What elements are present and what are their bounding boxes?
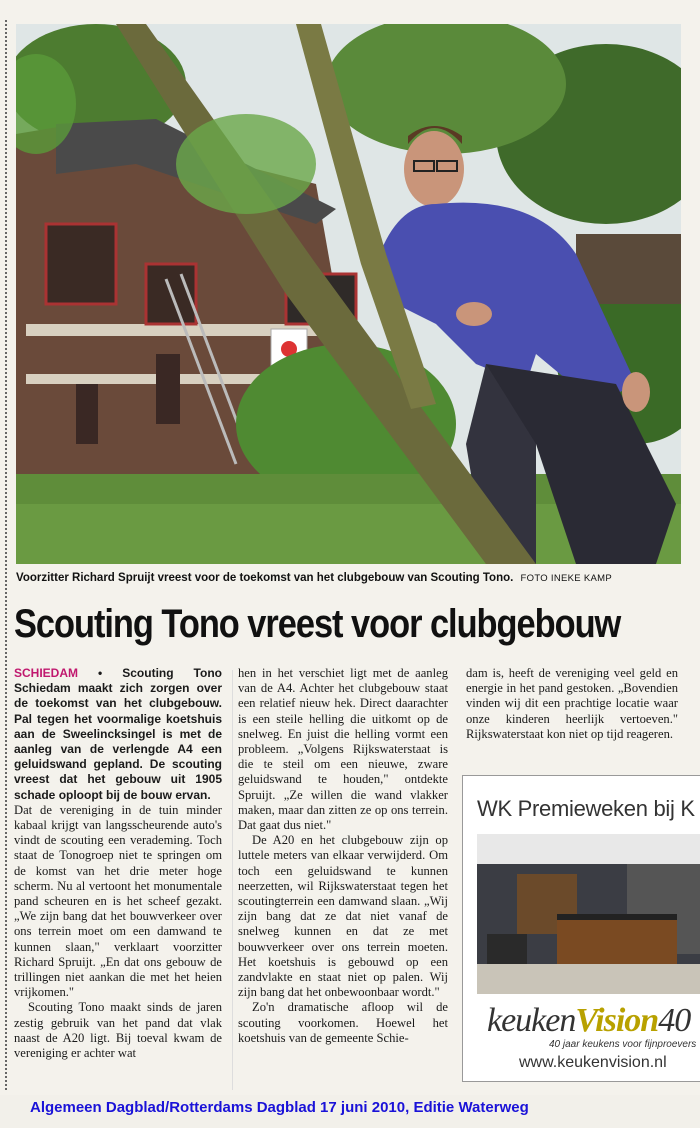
advertisement[interactable] [462, 775, 700, 1082]
paragraph: De A20 en het clubgebouw zijn op luttele meters van elkaar verwijderd. Om toch een geluidswand te kunnen neerzetten, wil Rijkswaterstaat tegen het scoutingterrein een damwand slaan. „Wij zijn bang dat ze dat niet vanaf de snelweg kunnen en dat ze met bouwverkeer over ons terrein moeten. Het koetshuis is gebouwd op een zandvlakte en staat niet op palen. Wij zijn bang dat het onbewoonbaar wordt." [238, 833, 448, 1000]
ad-url-link[interactable]: www.keukenvision.nl [519, 1054, 667, 1071]
keukenvision-logo [487, 1002, 690, 1040]
ad-title: WK Premieweken bij K [477, 796, 695, 821]
article-lead [14, 666, 222, 803]
article-photo [16, 24, 681, 564]
kitchen-image [477, 834, 700, 994]
column-divider [232, 670, 233, 1090]
source-footer: Algemeen Dagblad/Rotterdams Dagblad 17 juni 2010, Editie Waterweg [30, 1099, 529, 1116]
paragraph: Zo'n dramatische afloop wil de scouting voorkomen. Hoewel het koetshuis van de gemeente Schie- [238, 1000, 448, 1045]
photo-credit: FOTO INEKE KAMP [520, 573, 612, 584]
logo-suffix: 40 [658, 1002, 691, 1039]
adjacent-article-fragment [682, 24, 700, 784]
dateline: SCHIEDAM [14, 666, 79, 680]
lead-text: • Scouting Tono Schiedam maakt zich zorgen over de toekomst van het clubgebouw. Pal tegen het voormalige koetshuis aan de Sweelincksingel is met de aanleg van de verlengde A4 een geluidswand gepland. De scouting vreest dat het gebouw uit 1905 schade oploopt bij de bouw ervan. [14, 666, 222, 802]
cut-line [5, 20, 7, 1090]
ad-tagline: 40 jaar keukens voor fijnproevers [549, 1039, 697, 1050]
paragraph: hen in het verschiet ligt met de aanleg van de A4. Achter het clubgebouw staat een relatief nieuw hek. Direct daarachter is een steile helling die uitkomt op de snelweg. En juist die helling vormt een probleem. „Volgens Rijkswaterstaat is die te steil om een nieuwe, zware geluidswand te houden," ontdekte Spruijt. „Ze willen die wand vlakker maken, maar dan zitten ze op ons terrein. Dat gaat dus niet." [238, 666, 448, 833]
article-column-3 [466, 666, 678, 742]
logo-part-2: Vision [575, 1002, 659, 1039]
logo-part-1: keuken [487, 1002, 576, 1039]
caption-text: Voorzitter Richard Spruijt vreest voor de toekomst van het clubgebouw van Scouting Tono. [16, 572, 514, 584]
headline: Scouting Tono vreest voor clubgebouw [14, 602, 621, 646]
article-column-1 [14, 666, 222, 1061]
paragraph: Dat de vereniging in de tuin minder kabaal krijgt van langsscheurende auto's vindt de scouting een verademing. Toch staat de Tonogroep niet te springen om de komst van het drie meter hoge scherm. Nu al vertoont het monumentale pand scheuren en is het scheef gezakt. „We zijn bang dat het bouwverkeer over ons terrein moet om een damwand te kunnen slaan," verklaart voorzitter Richard Spruijt. „En dat ons gebouw de trillingen niet aankan die met het heien vrijkomen." [14, 802, 222, 1000]
paragraph: dam is, heeft de vereniging veel geld en energie in het pand gestoken. „Bovendien vinden wij dit een prachtige locatie waar onze kinderen heerlijk vertoeven." Rijkswaterstaat kon niet op tijd reageren. [466, 666, 678, 741]
photo-caption [16, 572, 681, 584]
paragraph: Scouting Tono maakt sinds de jaren zestig gebruik van het pand dat vlak naast de A20 ligt. Bij toeval kwam de vereniging er achter wat [14, 1000, 222, 1061]
article-column-2 [238, 666, 448, 1046]
